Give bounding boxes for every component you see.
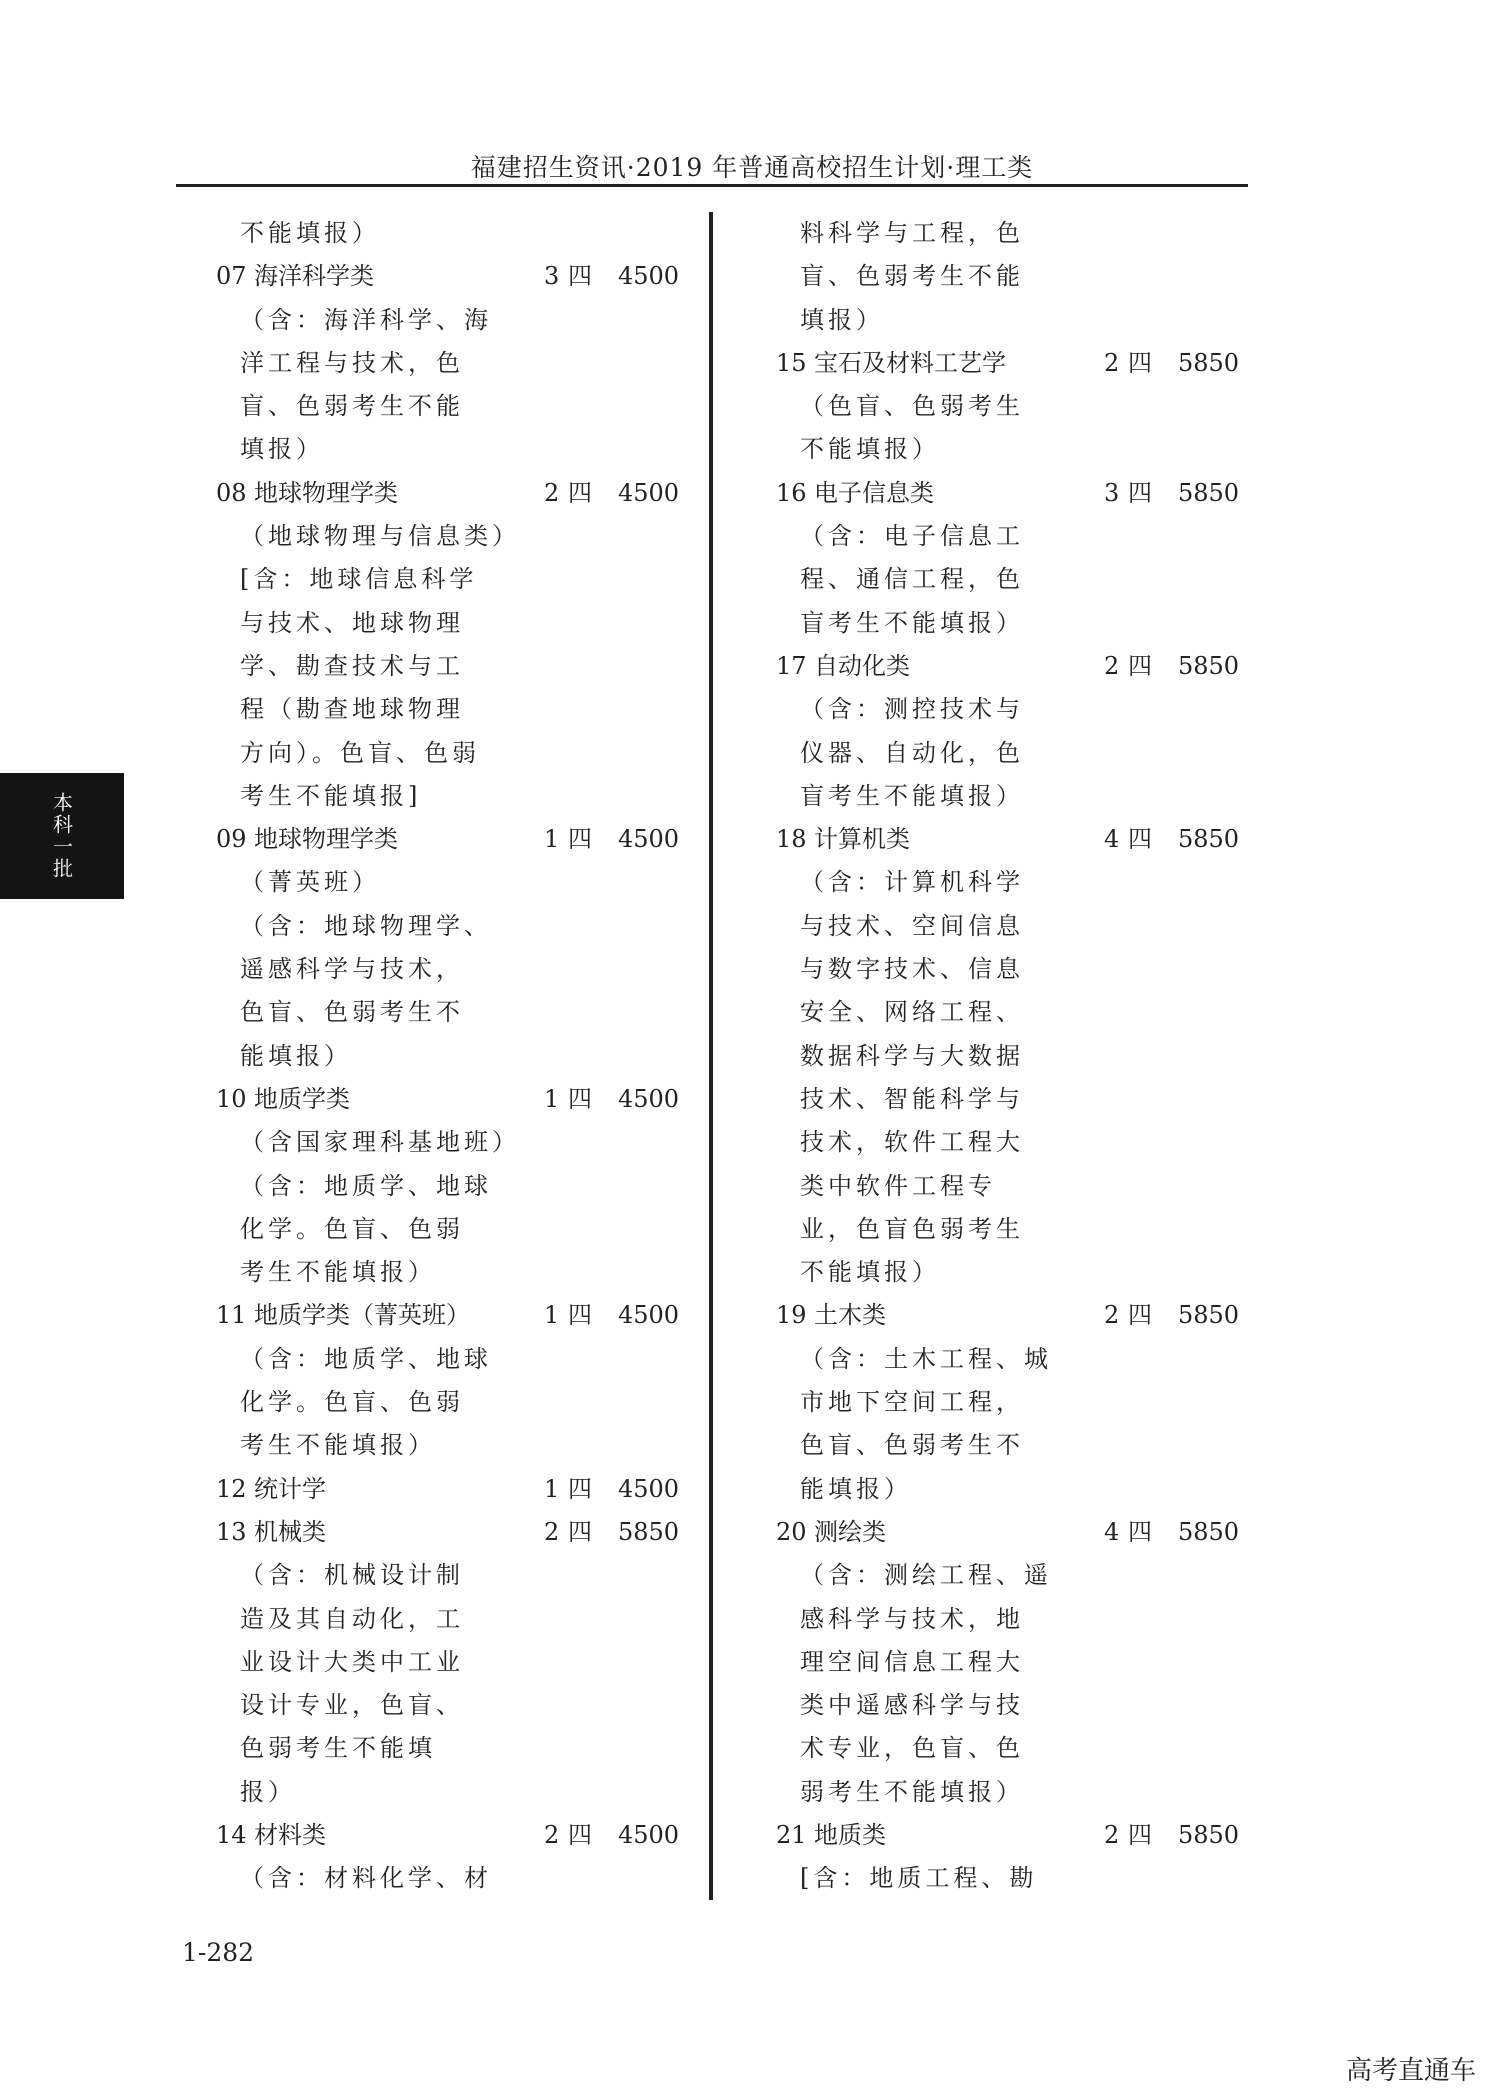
program-quota: 2 (544, 478, 560, 507)
program-fee: 5850 (1178, 651, 1240, 680)
program-note-line: 与技术、地球物理 (240, 608, 464, 637)
program-note-line: 技术、智能科学与 (800, 1084, 1024, 1113)
program-code: 19 (776, 1301, 807, 1330)
program-row (216, 1814, 736, 1857)
program-note-line: 学、勘查技术与工 (240, 651, 464, 680)
program-duration: 四 (1128, 825, 1152, 854)
program-name: 土木类 (814, 1301, 886, 1330)
program-note-line: 感科学与技术，地 (800, 1604, 1024, 1633)
program-note-line: 与数字技术、信息 (800, 955, 1024, 984)
program-row (216, 1468, 736, 1511)
left-column (216, 212, 736, 1901)
program-note-line: （含：材料化学、材 (240, 1864, 492, 1893)
program-note-line: 业设计大类中工业 (240, 1647, 464, 1676)
program-note-line: 方向）。色盲、色弱 (240, 738, 480, 767)
program-note-line: 类中软件工程专 (800, 1171, 996, 1200)
program-quota: 1 (544, 1474, 560, 1503)
side-tab-label: 本科一批 (49, 792, 74, 880)
program-duration: 四 (568, 262, 592, 291)
program-note-line: 填报） (800, 305, 884, 334)
program-duration: 四 (568, 1820, 592, 1849)
program-quota: 1 (544, 1301, 560, 1330)
program-fee: 5850 (618, 1517, 680, 1546)
program-note-line: 类中遥感科学与技 (800, 1691, 1024, 1720)
program-quota: 3 (544, 262, 560, 291)
program-fee: 4500 (618, 825, 680, 854)
program-fee: 5850 (1178, 1517, 1240, 1546)
program-code: 08 (216, 478, 247, 507)
program-note-line: 盲考生不能填报） (800, 608, 1024, 637)
watermark: 高考直通车 (1346, 2056, 1477, 2086)
program-duration: 四 (1128, 1301, 1152, 1330)
program-quota: 1 (544, 1084, 560, 1113)
program-note-line: 业，色盲色弱考生 (800, 1214, 1024, 1243)
program-note-line: 遥感科学与技术， (240, 955, 464, 984)
program-duration: 四 (568, 1301, 592, 1330)
program-note-line: 色盲、色弱考生不 (240, 998, 464, 1027)
program-code: 09 (216, 825, 247, 854)
program-note-line: （含：机械设计制 (240, 1561, 464, 1590)
program-fee: 5850 (1178, 1301, 1240, 1330)
program-name: 宝石及材料工艺学 (814, 348, 1006, 377)
right-column (776, 212, 1296, 1901)
program-quota: 2 (1104, 1301, 1120, 1330)
program-note-line: 盲考生不能填报） (800, 781, 1024, 810)
program-row (776, 1511, 1296, 1554)
page-header: 福建招生资讯·2019 年普通高校招生计划·理工类 (470, 153, 1034, 182)
program-note-line: 理空间信息工程大 (800, 1647, 1024, 1676)
program-note-line: 填报） (240, 435, 324, 464)
page-number: 1-282 (182, 1938, 255, 1967)
program-code: 14 (216, 1820, 247, 1849)
program-quota: 4 (1104, 1517, 1120, 1546)
program-note-line: （菁英班） (240, 868, 380, 897)
program-note-line: 程（勘查地球物理 (240, 695, 464, 724)
program-fee: 5850 (1178, 825, 1240, 854)
program-note-line: （含：测绘工程、遥 (800, 1561, 1052, 1590)
program-code: 15 (776, 348, 807, 377)
program-note-line: 弱考生不能填报） (800, 1777, 1024, 1806)
program-row (776, 645, 1296, 688)
program-name: 地质学类（菁英班） (254, 1301, 470, 1330)
program-note-line: 不能填报） (800, 435, 940, 464)
program-duration: 四 (568, 1474, 592, 1503)
program-duration: 四 (568, 825, 592, 854)
program-note-line: 盲、色弱考生不能 (240, 392, 464, 421)
program-row (216, 472, 736, 515)
program-note-line: 与技术、空间信息 (800, 911, 1024, 940)
program-note-line: 色盲、色弱考生不 (800, 1431, 1024, 1460)
program-note-line: （含：测控技术与 (800, 695, 1024, 724)
program-quota: 2 (544, 1820, 560, 1849)
program-note-line: 设计专业，色盲、 (240, 1691, 464, 1720)
program-note-line: 料科学与工程，色 (800, 219, 1024, 247)
program-note-line: 洋工程与技术，色 (240, 348, 464, 377)
program-note-line: 能填报） (800, 1474, 912, 1503)
program-quota: 1 (544, 825, 560, 854)
program-name: 机械类 (254, 1517, 326, 1546)
program-code: 21 (776, 1820, 807, 1849)
program-note-line: （含：土木工程、城 (800, 1344, 1052, 1373)
program-name: 统计学 (254, 1474, 326, 1503)
program-name: 海洋科学类 (254, 262, 374, 291)
program-code: 20 (776, 1517, 807, 1546)
program-fee: 5850 (1178, 478, 1240, 507)
program-code: 16 (776, 478, 807, 507)
program-fee: 4500 (618, 262, 680, 291)
program-quota: 2 (1104, 348, 1120, 377)
program-code: 18 (776, 825, 807, 854)
program-row (216, 818, 736, 861)
program-row (216, 1078, 736, 1121)
program-note-line: 考生不能填报） (240, 1431, 436, 1460)
program-duration: 四 (568, 478, 592, 507)
program-fee: 5850 (1178, 348, 1240, 377)
program-note-line: 报） (240, 1777, 296, 1806)
program-note-line: 色弱考生不能填 (240, 1734, 436, 1763)
program-row (776, 1294, 1296, 1337)
program-row (776, 1814, 1296, 1857)
program-duration: 四 (1128, 1517, 1152, 1546)
program-fee: 4500 (618, 1474, 680, 1503)
program-note-line: [含：地质工程、勘 (800, 1864, 1038, 1893)
program-note-line: 数据科学与大数据 (800, 1041, 1024, 1070)
program-note-line: （含：地质学、地球 (240, 1171, 492, 1200)
program-note-line: 考生不能填报] (240, 781, 422, 810)
program-row (776, 472, 1296, 515)
program-note-line: 技术，软件工程大 (800, 1128, 1024, 1157)
program-name: 地质类 (814, 1820, 886, 1849)
program-fee: 4500 (618, 478, 680, 507)
program-name: 材料类 (254, 1820, 326, 1849)
program-row (216, 1511, 736, 1554)
program-row (216, 255, 736, 298)
program-row (776, 342, 1296, 385)
program-fee: 4500 (618, 1820, 680, 1849)
program-note-line: [含：地球信息科学 (240, 565, 478, 594)
program-note-line: （含国家理科基地班） (240, 1128, 520, 1157)
program-name: 电子信息类 (814, 478, 934, 507)
program-note-line: （地球物理与信息类） (240, 522, 520, 551)
program-note-line: 不能填报） (240, 219, 380, 247)
program-quota: 2 (1104, 651, 1120, 680)
program-name: 自动化类 (814, 651, 910, 680)
program-note-line: 化学。色盲、色弱 (240, 1214, 464, 1243)
program-note-line: 术专业，色盲、色 (800, 1734, 1024, 1763)
program-fee: 4500 (618, 1301, 680, 1330)
program-note-line: 市地下空间工程， (800, 1388, 1024, 1417)
program-row (216, 1294, 736, 1337)
program-note-line: 程、通信工程，色 (800, 565, 1024, 594)
program-note-line: 考生不能填报） (240, 1258, 436, 1287)
program-note-line: 安全、网络工程、 (800, 998, 1024, 1027)
program-quota: 2 (1104, 1820, 1120, 1849)
header-rule (176, 184, 1248, 187)
program-duration: 四 (1128, 1820, 1152, 1849)
program-note-line: （含：地球物理学、 (240, 911, 492, 940)
side-tab (0, 773, 124, 899)
program-note-line: （含：计算机科学 (800, 868, 1024, 897)
program-code: 13 (216, 1517, 247, 1546)
program-note-line: 化学。色盲、色弱 (240, 1388, 464, 1417)
program-note-line: （含：地质学、地球 (240, 1344, 492, 1373)
program-note-line: 不能填报） (800, 1258, 940, 1287)
program-note-line: 能填报） (240, 1041, 352, 1070)
program-code: 11 (216, 1301, 247, 1330)
program-duration: 四 (568, 1517, 592, 1546)
program-quota: 3 (1104, 478, 1120, 507)
program-name: 计算机类 (814, 825, 910, 854)
program-note-line: 造及其自动化，工 (240, 1604, 464, 1633)
program-note-line: （含：海洋科学、海 (240, 305, 492, 334)
program-fee: 4500 (618, 1084, 680, 1113)
program-note-line: 盲、色弱考生不能 (800, 262, 1024, 291)
program-name: 地质学类 (254, 1084, 350, 1113)
program-code: 10 (216, 1084, 247, 1113)
program-note-line: （含：电子信息工 (800, 522, 1024, 551)
program-duration: 四 (1128, 348, 1152, 377)
program-duration: 四 (568, 1084, 592, 1113)
program-quota: 2 (544, 1517, 560, 1546)
program-quota: 4 (1104, 825, 1120, 854)
program-code: 12 (216, 1474, 247, 1503)
program-name: 地球物理学类 (254, 825, 398, 854)
program-duration: 四 (1128, 478, 1152, 507)
program-note-line: 仪器、自动化，色 (800, 738, 1024, 767)
program-row (776, 818, 1296, 861)
program-note-line: （色盲、色弱考生 (800, 392, 1024, 421)
program-fee: 5850 (1178, 1820, 1240, 1849)
program-name: 测绘类 (814, 1517, 886, 1546)
program-code: 17 (776, 651, 807, 680)
program-code: 07 (216, 262, 247, 291)
program-name: 地球物理学类 (254, 478, 398, 507)
program-duration: 四 (1128, 651, 1152, 680)
